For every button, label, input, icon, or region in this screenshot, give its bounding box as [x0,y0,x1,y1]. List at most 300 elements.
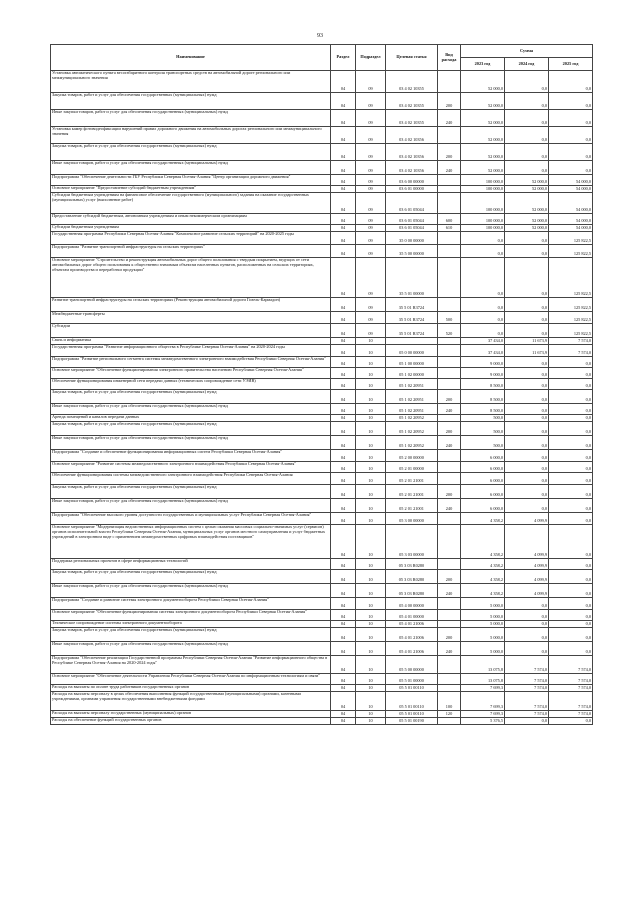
table-row [51,214,593,225]
table-row [51,379,593,390]
row-podrazdel: 10 [356,610,386,621]
row-target: 05 5 01 00110 [386,685,438,692]
header-2023: 2023 год [461,58,505,71]
row-sum-2024: 0,0 [505,642,549,656]
row-target: 05 4 01 21006 [386,628,438,642]
row-sum-2023: 100 000,0 [461,214,505,225]
row-target: 05 3 03 R0280 [386,559,438,570]
row-sum-2024: 0,0 [505,436,549,450]
row-razdel: 04 [331,312,356,324]
row-razdel: 04 [331,415,356,422]
row-sum-2023: 0,0 [461,298,505,312]
row-target: 05 3 03 R0280 [386,584,438,598]
row-sum-2025: 0,0 [549,436,593,450]
row-razdel: 04 [331,598,356,610]
row-razdel: 04 [331,245,356,258]
row-podrazdel: 10 [356,338,386,345]
row-sum-2025: 0,0 [549,390,593,404]
row-expense-type [438,186,461,193]
row-sum-2024: 0,0 [505,357,549,368]
row-name: Аренда помещений и каналов передачи данных [51,415,331,422]
table-row [51,450,593,462]
row-sum-2023: 6 000,0 [461,462,505,473]
row-sum-2024: 0,0 [505,450,549,462]
row-expense-type: 240 [438,404,461,415]
row-sum-2023: 5 000,0 [461,598,505,610]
row-expense-type [438,175,461,186]
table-row [51,621,593,628]
table-row [51,245,593,258]
row-sum-2023: 13 075,8 [461,674,505,685]
row-target: 35 5 01 R3724 [386,312,438,324]
row-target: 03 6 01 00000 [386,186,438,193]
row-sum-2024: 0,0 [505,258,549,298]
row-target: 05 1 02 20952 [386,415,438,422]
row-sum-2023: 9 000,0 [461,357,505,368]
row-razdel: 04 [331,692,356,711]
row-expense-type: 200 [438,390,461,404]
row-podrazdel: 10 [356,450,386,462]
row-razdel: 04 [331,379,356,390]
row-sum-2025: 0,0 [549,144,593,161]
row-name: Межбюджетные трансферты [51,312,331,324]
table-row [51,610,593,621]
row-expense-type [438,674,461,685]
row-sum-2024: 0,0 [505,462,549,473]
row-sum-2025: 0,0 [549,110,593,127]
row-sum-2024: 0,0 [505,610,549,621]
row-name: Иные закупки товаров, работ и услуг для обеспечения государственных (муниципальных) нужд [51,436,331,450]
row-target: 05 0 00 00000 [386,345,438,357]
row-name: Государственная программа "Развитие информационного общества в Республике Северная Осетия-Алания" на 2020-2024 годы [51,345,331,357]
row-expense-type [438,450,461,462]
row-name: Основное мероприятие "Строительство и реконструкция автомобильных дорог общего пользования с твердым покрытием, ведущих от сети автомобильных дорог общего пользования к общественно значимым объектам населенных пунктов, расположенных на сельских территориях, объектам производства и переработки продукции" [51,258,331,298]
row-sum-2025: 54 000,0 [549,175,593,186]
row-target: 05 2 01 21001 [386,485,438,499]
row-target: 35 5 01 00000 [386,258,438,298]
row-razdel: 04 [331,685,356,692]
row-sum-2025: 0,0 [549,422,593,436]
row-razdel: 04 [331,345,356,357]
row-name: Подпрограмма "Развитие регионального сегмента системы межведомственного электронного взаимодействия Республики Северная Осетия-Алания" [51,357,331,368]
row-razdel: 04 [331,232,356,245]
row-sum-2023: 7 699,3 [461,692,505,711]
row-expense-type [438,462,461,473]
row-podrazdel: 09 [356,225,386,232]
row-sum-2025: 0,0 [549,584,593,598]
row-target: 05 3 03 00000 [386,525,438,559]
row-name: Подпрограмма "Обеспечение деятельности ГБУ Республики Северная Осетия-Алания "Центр организации дорожного движения" [51,175,331,186]
row-podrazdel: 10 [356,628,386,642]
row-sum-2025: 54 000,0 [549,214,593,225]
row-sum-2025: 0,0 [549,368,593,379]
row-expense-type: 240 [438,110,461,127]
row-target: 05 2 01 00000 [386,462,438,473]
row-sum-2024: 7 574,0 [505,674,549,685]
row-sum-2023: 52 000,0 [461,161,505,175]
table-row [51,415,593,422]
row-expense-type: 200 [438,144,461,161]
row-sum-2025: 125 822,5 [549,258,593,298]
row-sum-2023: 100 000,0 [461,186,505,193]
row-sum-2023: 8 500,0 [461,404,505,415]
row-target: 05 4 00 00000 [386,598,438,610]
row-razdel: 04 [331,298,356,312]
row-razdel: 04 [331,127,356,144]
row-sum-2023: 500,0 [461,422,505,436]
row-sum-2025: 0,0 [549,642,593,656]
row-expense-type: 600 [438,214,461,225]
row-target: 05 1 02 20952 [386,422,438,436]
row-sum-2023: 6 000,0 [461,473,505,485]
row-name: Иные закупки товаров, работ и услуг для обеспечения государственных (муниципальных) нужд [51,584,331,598]
row-razdel: 04 [331,656,356,674]
row-sum-2024: 11 673,9 [505,345,549,357]
row-sum-2023: 0,0 [461,232,505,245]
row-target: 05 4 01 00000 [386,610,438,621]
row-expense-type: 120 [438,711,461,718]
table-row [51,127,593,144]
row-razdel: 04 [331,422,356,436]
table-row [51,685,593,692]
table-row [51,357,593,368]
row-name: Основное мероприятие "Обеспечение функционирования электронного правительства населению Республики Северная Осетия-Алания" [51,368,331,379]
row-razdel: 04 [331,193,356,214]
row-sum-2024: 0,0 [505,245,549,258]
row-name: Закупка товаров, работ и услуг для обеспечения государственных (муниципальных) нужд [51,422,331,436]
row-target: 05 1 02 20952 [386,436,438,450]
row-sum-2023: 5 376,5 [461,718,505,725]
row-name: Основное мероприятие "Предоставление субсидий бюджетным учреждениям" [51,186,331,193]
row-sum-2024: 0,0 [505,368,549,379]
row-sum-2025: 125 822,5 [549,245,593,258]
row-sum-2025: 7 574,0 [549,692,593,711]
row-expense-type [438,71,461,93]
row-razdel: 04 [331,584,356,598]
row-podrazdel: 10 [356,525,386,559]
row-podrazdel: 09 [356,324,386,338]
row-target: 03 4 02 10355 [386,110,438,127]
row-podrazdel: 10 [356,415,386,422]
row-name: Основное мероприятие "Развитие системы межведомственного электронного взаимодействия Республики Северная Осетия-Алания" [51,462,331,473]
row-podrazdel: 10 [356,621,386,628]
row-sum-2025: 0,0 [549,473,593,485]
table-row [51,718,593,725]
row-target: 05 4 01 21006 [386,642,438,656]
row-expense-type [438,656,461,674]
row-podrazdel: 09 [356,71,386,93]
row-podrazdel: 10 [356,462,386,473]
row-name: Закупка товаров, работ и услуг для обеспечения государственных (муниципальных) нужд [51,93,331,110]
row-sum-2023: 100 000,0 [461,175,505,186]
row-target: 03 4 02 10355 [386,71,438,93]
row-sum-2023: 7 699,3 [461,685,505,692]
row-podrazdel: 10 [356,357,386,368]
row-expense-type [438,368,461,379]
row-sum-2023: 500,0 [461,436,505,450]
row-sum-2023: 0,0 [461,258,505,298]
row-sum-2025: 7 574,0 [549,345,593,357]
row-sum-2023: 8 500,0 [461,390,505,404]
row-sum-2025: 0,0 [549,93,593,110]
row-razdel: 04 [331,436,356,450]
row-podrazdel: 10 [356,570,386,584]
row-expense-type [438,298,461,312]
row-expense-type [438,598,461,610]
table-row [51,193,593,214]
row-name: Развитие транспортной инфраструктуры на сельских территориях (Реконструкция автомобильной дороги Гизель-Кармадон) [51,298,331,312]
row-razdel: 04 [331,110,356,127]
row-podrazdel: 10 [356,404,386,415]
row-sum-2023: 500,0 [461,415,505,422]
row-sum-2024: 0,0 [505,144,549,161]
row-expense-type: 200 [438,628,461,642]
row-sum-2024: 0,0 [505,161,549,175]
row-podrazdel: 10 [356,436,386,450]
table-row [51,628,593,642]
table-row [51,570,593,584]
row-expense-type [438,513,461,525]
table-row [51,312,593,324]
row-razdel: 04 [331,258,356,298]
row-name: Иные закупки товаров, работ и услуг для обеспечения государственных (муниципальных) нужд [51,110,331,127]
row-razdel: 04 [331,610,356,621]
row-sum-2023: 52 000,0 [461,93,505,110]
row-sum-2025: 125 822,5 [549,324,593,338]
row-sum-2024: 0,0 [505,379,549,390]
row-razdel: 04 [331,473,356,485]
row-sum-2024: 11 673,9 [505,338,549,345]
row-sum-2023: 0,0 [461,312,505,324]
row-podrazdel: 09 [356,193,386,214]
row-name: Субсидии [51,324,331,338]
row-sum-2024: 0,0 [505,621,549,628]
row-razdel: 04 [331,225,356,232]
row-sum-2023: 37 434,0 [461,338,505,345]
row-name: Расходы на выплаты по оплате труда работников государственных органов [51,685,331,692]
row-expense-type: 520 [438,324,461,338]
row-name: Субсидии бюджетным учреждениям на финансовое обеспечение государственного (муниципального) задания на оказание государственных (муниципальных) услуг (выполнение работ) [51,193,331,214]
row-razdel: 04 [331,93,356,110]
row-expense-type: 100 [438,692,461,711]
row-name: Закупка товаров, работ и услуг для обеспечения государственных (муниципальных) нужд [51,390,331,404]
row-sum-2023: 8 500,0 [461,379,505,390]
row-target: 03 6 01 05044 [386,225,438,232]
row-name: Обеспечение функционирования системы межведомственного электронного взаимодействия Республики Северная Осетия-Алания [51,473,331,485]
row-sum-2024: 7 574,0 [505,692,549,711]
row-name: Закупка товаров, работ и услуг для обеспечения государственных (муниципальных) нужд [51,570,331,584]
row-podrazdel: 09 [356,161,386,175]
row-expense-type: 200 [438,485,461,499]
table-row [51,436,593,450]
table-row [51,338,593,345]
row-razdel: 04 [331,621,356,628]
row-target: 03 6 01 05044 [386,193,438,214]
row-target: 03 6 00 00000 [386,175,438,186]
row-sum-2025: 0,0 [549,621,593,628]
row-sum-2024: 52 000,0 [505,214,549,225]
row-expense-type [438,258,461,298]
row-podrazdel: 10 [356,598,386,610]
row-target: 05 5 01 00110 [386,692,438,711]
row-sum-2023: 5 000,0 [461,642,505,656]
table-row [51,298,593,312]
row-podrazdel: 10 [356,485,386,499]
row-sum-2023: 4 358,2 [461,525,505,559]
row-name: Связь и информатика [51,338,331,345]
row-sum-2025: 0,0 [549,485,593,499]
row-razdel: 04 [331,357,356,368]
row-sum-2024: 0,0 [505,324,549,338]
row-sum-2024: 7 574,0 [505,656,549,674]
row-sum-2025: 125 822,5 [549,312,593,324]
row-podrazdel: 10 [356,390,386,404]
row-target: 05 3 00 00000 [386,513,438,525]
row-sum-2024: 0,0 [505,232,549,245]
row-sum-2023: 52 000,0 [461,127,505,144]
row-sum-2024: 7 574,0 [505,685,549,692]
row-podrazdel: 10 [356,473,386,485]
row-sum-2023: 4 358,2 [461,584,505,598]
row-target: 05 2 01 21001 [386,499,438,513]
row-podrazdel: 09 [356,258,386,298]
row-podrazdel: 09 [356,298,386,312]
row-sum-2023: 100 000,0 [461,225,505,232]
row-podrazdel: 10 [356,379,386,390]
table-row [51,462,593,473]
row-expense-type [438,232,461,245]
row-sum-2025: 54 000,0 [549,193,593,214]
table-row [51,513,593,525]
row-razdel: 04 [331,390,356,404]
row-name: Подпрограмма "Создание и развитие системы электронного документооборота Республики Северная Осетия-Алания" [51,598,331,610]
row-sum-2024: 0,0 [505,415,549,422]
row-podrazdel: 09 [356,110,386,127]
row-sum-2024: 0,0 [505,718,549,725]
row-target: 35 0 00 00000 [386,232,438,245]
row-name: Предоставление субсидий бюджетным, автономным учреждениям и иным некоммерческим организациям [51,214,331,225]
row-expense-type: 240 [438,642,461,656]
row-target: 05 5 00 00000 [386,656,438,674]
row-expense-type: 240 [438,161,461,175]
row-target: 05 5 01 00000 [386,674,438,685]
row-name: Субсидии бюджетным учреждениям [51,225,331,232]
row-target [386,338,438,345]
header-expense-type: Вид расхода [438,45,461,71]
row-podrazdel: 10 [356,656,386,674]
row-sum-2023: 4 358,2 [461,513,505,525]
row-razdel: 04 [331,718,356,725]
row-sum-2024: 7 574,0 [505,711,549,718]
page-number: 93 [317,33,323,39]
row-sum-2025: 0,0 [549,462,593,473]
row-sum-2025: 0,0 [549,559,593,570]
header-2024: 2024 год [505,58,549,71]
row-sum-2023: 4 358,2 [461,570,505,584]
table-row [51,324,593,338]
row-sum-2024: 52 000,0 [505,225,549,232]
row-sum-2024: 52 000,0 [505,175,549,186]
row-sum-2025: 54 000,0 [549,225,593,232]
row-sum-2024: 4 099,9 [505,570,549,584]
row-sum-2025: 7 574,0 [549,674,593,685]
row-podrazdel: 10 [356,345,386,357]
row-expense-type [438,718,461,725]
row-sum-2025: 0,0 [549,718,593,725]
row-razdel: 04 [331,499,356,513]
row-sum-2025: 0,0 [549,525,593,559]
row-sum-2023: 4 358,2 [461,559,505,570]
row-razdel: 04 [331,71,356,93]
budget-table [50,44,593,725]
row-sum-2024: 52 000,0 [505,186,549,193]
row-razdel: 04 [331,175,356,186]
row-podrazdel: 10 [356,499,386,513]
row-target: 03 4 02 10355 [386,93,438,110]
row-podrazdel: 10 [356,368,386,379]
table-header [51,45,593,71]
row-podrazdel: 09 [356,312,386,324]
row-sum-2025: 0,0 [549,357,593,368]
table-row [51,93,593,110]
table-row [51,232,593,245]
row-podrazdel: 09 [356,232,386,245]
row-sum-2024: 4 099,9 [505,584,549,598]
row-target: 35 5 01 R3724 [386,298,438,312]
row-expense-type: 610 [438,225,461,232]
table-row [51,598,593,610]
row-expense-type [438,379,461,390]
row-expense-type [438,357,461,368]
row-target: 05 1 00 00000 [386,357,438,368]
row-razdel: 04 [331,214,356,225]
row-sum-2024: 0,0 [505,485,549,499]
table-row [51,161,593,175]
table-row [51,110,593,127]
table-row [51,692,593,711]
row-target: 05 3 03 R0280 [386,570,438,584]
row-sum-2023: 5 000,0 [461,628,505,642]
row-sum-2025: 7 574,0 [549,656,593,674]
row-razdel: 04 [331,642,356,656]
row-expense-type: 240 [438,436,461,450]
row-podrazdel: 10 [356,513,386,525]
row-expense-type [438,473,461,485]
row-target: 05 1 02 20951 [386,404,438,415]
table-row [51,225,593,232]
row-target: 05 5 01 00190 [386,718,438,725]
row-podrazdel: 09 [356,186,386,193]
row-target: 05 2 00 00000 [386,450,438,462]
row-sum-2024: 0,0 [505,93,549,110]
row-expense-type [438,621,461,628]
row-name: Расходы на обеспечение функций государственных органов [51,718,331,725]
row-sum-2025: 54 000,0 [549,186,593,193]
table-row [51,368,593,379]
row-sum-2024: 0,0 [505,312,549,324]
row-expense-type: 200 [438,422,461,436]
row-name: Поддержка региональных проектов в сфере информационных технологий [51,559,331,570]
row-name: Иные закупки товаров, работ и услуг для обеспечения государственных (муниципальных) нужд [51,404,331,415]
row-razdel: 04 [331,368,356,379]
row-name: Государственная программа Республики Северная Осетия-Алания "Комплексное развитие сельских территорий" на 2020-2025 годы [51,232,331,245]
row-sum-2025: 0,0 [549,570,593,584]
row-sum-2023: 52 000,0 [461,71,505,93]
row-sum-2023: 9 000,0 [461,368,505,379]
row-expense-type [438,685,461,692]
table-row [51,404,593,415]
row-name: Установка камер фотовидеофиксации нарушений правил дорожного движения на автомобильных дорогах регионального или межмуниципального значения [51,127,331,144]
